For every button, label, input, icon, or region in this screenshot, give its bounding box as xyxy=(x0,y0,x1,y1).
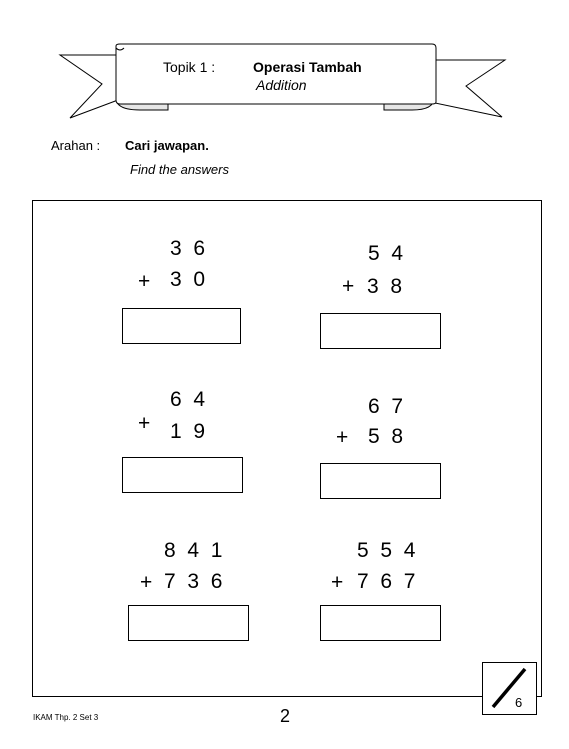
problem-2-bottom: 3 8 xyxy=(367,275,403,298)
page-number: 2 xyxy=(280,706,291,726)
worksheet-code: IKAM Thp. 2 Set 3 xyxy=(33,713,99,722)
score-total: 6 xyxy=(515,695,523,710)
problem-2-sign: + xyxy=(342,275,355,298)
problem-2-top: 5 4 xyxy=(368,242,404,265)
problem-3-bottom: 1 9 xyxy=(170,420,206,443)
problem-6-sign: + xyxy=(331,571,344,594)
answer-box-3[interactable] xyxy=(122,457,243,493)
problem-5-bottom: 7 3 6 xyxy=(164,570,223,593)
topic-title: Operasi Tambah xyxy=(253,59,362,75)
instruction-text-ms: Cari jawapan. xyxy=(125,138,209,153)
problem-5-sign: + xyxy=(140,571,153,594)
score-slash xyxy=(483,663,536,714)
answer-box-1[interactable] xyxy=(122,308,241,344)
problem-1-sign: + xyxy=(138,270,151,293)
answer-box-5[interactable] xyxy=(128,605,249,641)
exercise-frame xyxy=(32,200,542,697)
problem-6-top: 5 5 4 xyxy=(357,539,416,562)
problem-3-top: 6 4 xyxy=(170,388,206,411)
problem-6-bottom: 7 6 7 xyxy=(357,570,416,593)
score-box xyxy=(482,662,537,715)
topic-subtitle: Addition xyxy=(256,77,307,93)
problem-4-top: 6 7 xyxy=(368,395,404,418)
answer-box-4[interactable] xyxy=(320,463,441,499)
problem-4-sign: + xyxy=(336,426,349,449)
answer-box-2[interactable] xyxy=(320,313,441,349)
instruction-text-en: Find the answers xyxy=(130,162,229,177)
problem-3-sign: + xyxy=(138,412,151,435)
problem-5-top: 8 4 1 xyxy=(164,539,223,562)
topic-label: Topik 1 : xyxy=(163,59,216,75)
answer-box-6[interactable] xyxy=(320,605,441,641)
problem-1-top: 3 6 xyxy=(170,237,206,260)
instruction-label: Arahan : xyxy=(51,138,101,153)
problem-1-bottom: 3 0 xyxy=(170,268,206,291)
problem-4-bottom: 5 8 xyxy=(368,425,404,448)
